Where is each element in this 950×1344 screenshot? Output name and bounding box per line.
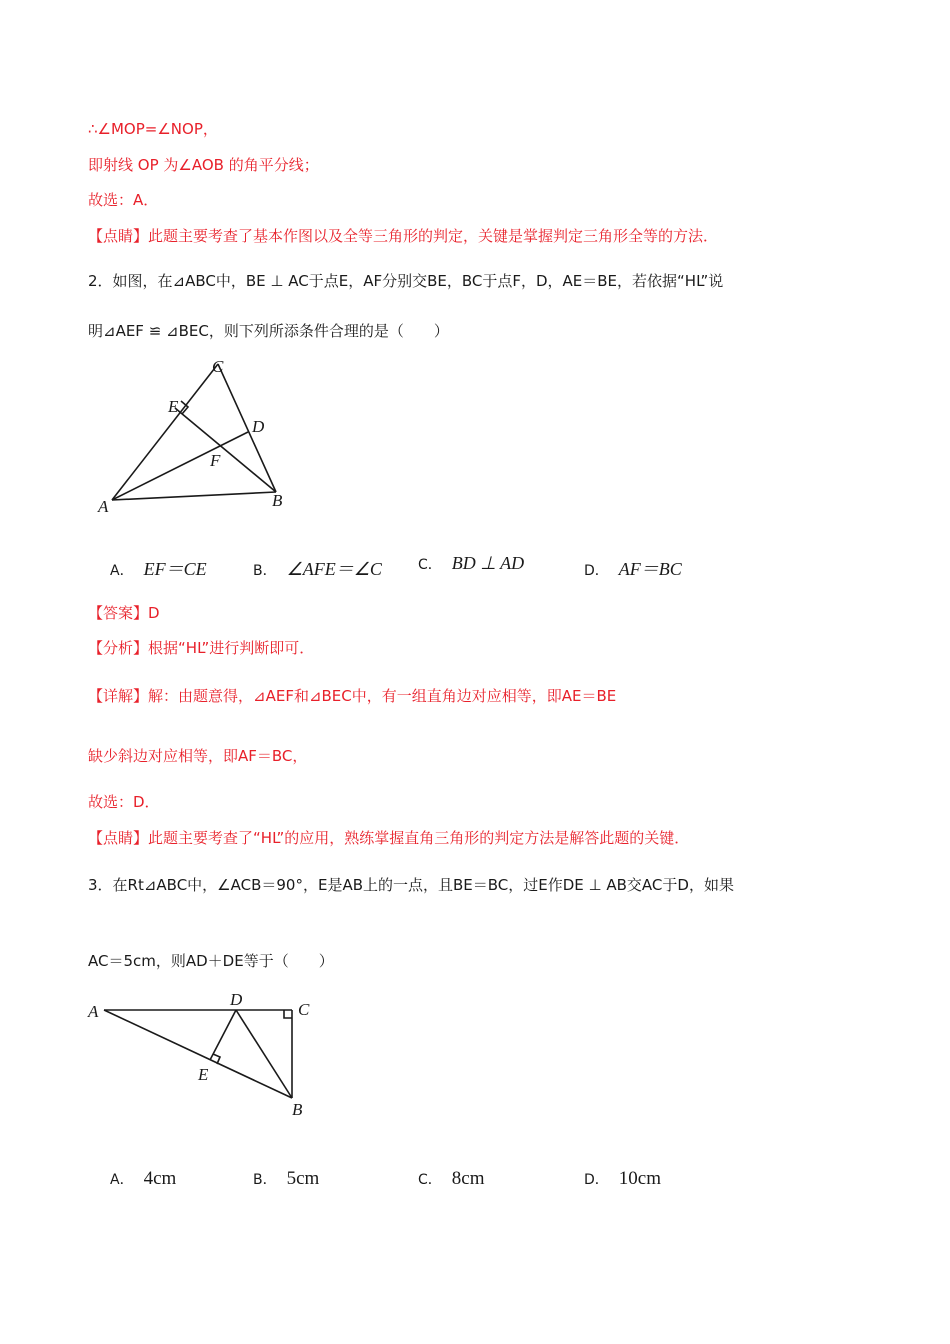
right-angle-mark-c bbox=[284, 1010, 292, 1018]
answer-value: D bbox=[148, 604, 160, 622]
side-bc bbox=[218, 364, 276, 492]
option-text: 8cm bbox=[451, 1168, 485, 1189]
q3-option-c[interactable] bbox=[418, 1168, 485, 1190]
comment-text: 此题主要考查了“HL”的应用，熟练掌握直角三角形的判定方法是解答此题的关键． bbox=[148, 829, 690, 847]
side-ac bbox=[112, 364, 218, 500]
q3-option-d[interactable] bbox=[584, 1168, 661, 1190]
option-text: 5cm bbox=[286, 1168, 320, 1189]
label-b: B bbox=[292, 1100, 303, 1119]
detail-text: 解：由题意得，⊿AEF和⊿BEC中，有一组直角边对应相等，即AE＝BE bbox=[148, 687, 617, 705]
option-text: ∠AFE＝∠C bbox=[286, 559, 382, 579]
label-b: B bbox=[272, 491, 283, 510]
option-letter: D． bbox=[584, 1172, 609, 1188]
q2-stem-line1: 2．如图，在⊿ABC中，BE ⊥ AC于点E，AF分别交BE，BC于点F，D，AE＝BE，若依据“HL”说 bbox=[88, 272, 724, 290]
label-d: D bbox=[252, 417, 265, 436]
option-letter: A． bbox=[110, 563, 134, 579]
segment-ad bbox=[112, 432, 248, 500]
option-text: 10cm bbox=[618, 1168, 661, 1189]
q2-choose: 故选：D． bbox=[88, 793, 160, 811]
q3-option-b[interactable] bbox=[253, 1168, 319, 1190]
analysis-text: 根据“HL”进行判断即可． bbox=[148, 639, 315, 657]
q3-stem-line2: AC＝5cm，则AD＋DE等于（ ） bbox=[88, 952, 334, 970]
analysis-tag: 【分析】 bbox=[88, 639, 149, 657]
label-a: A bbox=[88, 1002, 99, 1021]
q2-analysis bbox=[88, 637, 314, 658]
side-ab bbox=[112, 492, 276, 500]
option-letter: C． bbox=[418, 557, 442, 573]
q2-option-a[interactable] bbox=[110, 555, 207, 581]
comment-tag: 【点睛】 bbox=[88, 227, 149, 245]
option-letter: B． bbox=[253, 563, 277, 579]
label-f: F bbox=[210, 451, 221, 470]
q3-stem-line1: 3．在Rt⊿ABC中，∠ACB＝90°，E是AB上的一点，且BE＝BC，过E作DE ⊥ AB交AC于D，如果 bbox=[88, 876, 734, 894]
q2-option-d[interactable] bbox=[584, 555, 682, 581]
q2-detail-line2: 缺少斜边对应相等，即AF＝BC， bbox=[88, 747, 308, 765]
prev-bisector-line: 即射线 OP 为∠AOB 的角平分线； bbox=[88, 156, 319, 174]
option-text: 4cm bbox=[143, 1168, 177, 1189]
label-e: E bbox=[198, 1065, 209, 1084]
q2-option-b[interactable] bbox=[253, 555, 382, 581]
option-letter: C． bbox=[418, 1172, 442, 1188]
q2-answer bbox=[88, 602, 160, 623]
prev-choose-line: 故选：A． bbox=[88, 191, 159, 209]
q2-option-c[interactable] bbox=[418, 553, 524, 574]
segment-de bbox=[210, 1010, 236, 1060]
q2-comment bbox=[88, 827, 689, 848]
prev-comment bbox=[88, 225, 718, 246]
option-text: AF＝BC bbox=[618, 559, 682, 579]
detail-tag: 【详解】 bbox=[88, 687, 149, 705]
label-c: C bbox=[212, 357, 224, 376]
q2-stem-line2: 明⊿AEF ≌ ⊿BEC，则下列所添条件合理的是（ ） bbox=[88, 322, 449, 340]
option-text: BD ⊥ AD bbox=[451, 553, 525, 573]
q2-triangle-diagram bbox=[90, 352, 310, 522]
option-letter: B． bbox=[253, 1172, 277, 1188]
label-e: E bbox=[168, 397, 179, 416]
answer-tag: 【答案】 bbox=[88, 604, 149, 622]
comment-tag: 【点睛】 bbox=[88, 829, 149, 847]
q3-triangle-diagram bbox=[84, 990, 324, 1120]
label-a: A bbox=[98, 497, 109, 516]
option-text: EF＝CE bbox=[143, 559, 207, 579]
option-letter: A． bbox=[110, 1172, 134, 1188]
option-letter: D． bbox=[584, 563, 609, 579]
q2-detail bbox=[88, 685, 616, 706]
prev-conclusion-line: ∴∠MOP=∠NOP， bbox=[88, 120, 218, 138]
q3-option-a[interactable] bbox=[110, 1168, 176, 1190]
comment-text: 此题主要考查了基本作图以及全等三角形的判定，关键是掌握判定三角形全等的方法． bbox=[148, 227, 719, 245]
label-d: D bbox=[230, 990, 243, 1009]
label-c: C bbox=[298, 1000, 310, 1019]
